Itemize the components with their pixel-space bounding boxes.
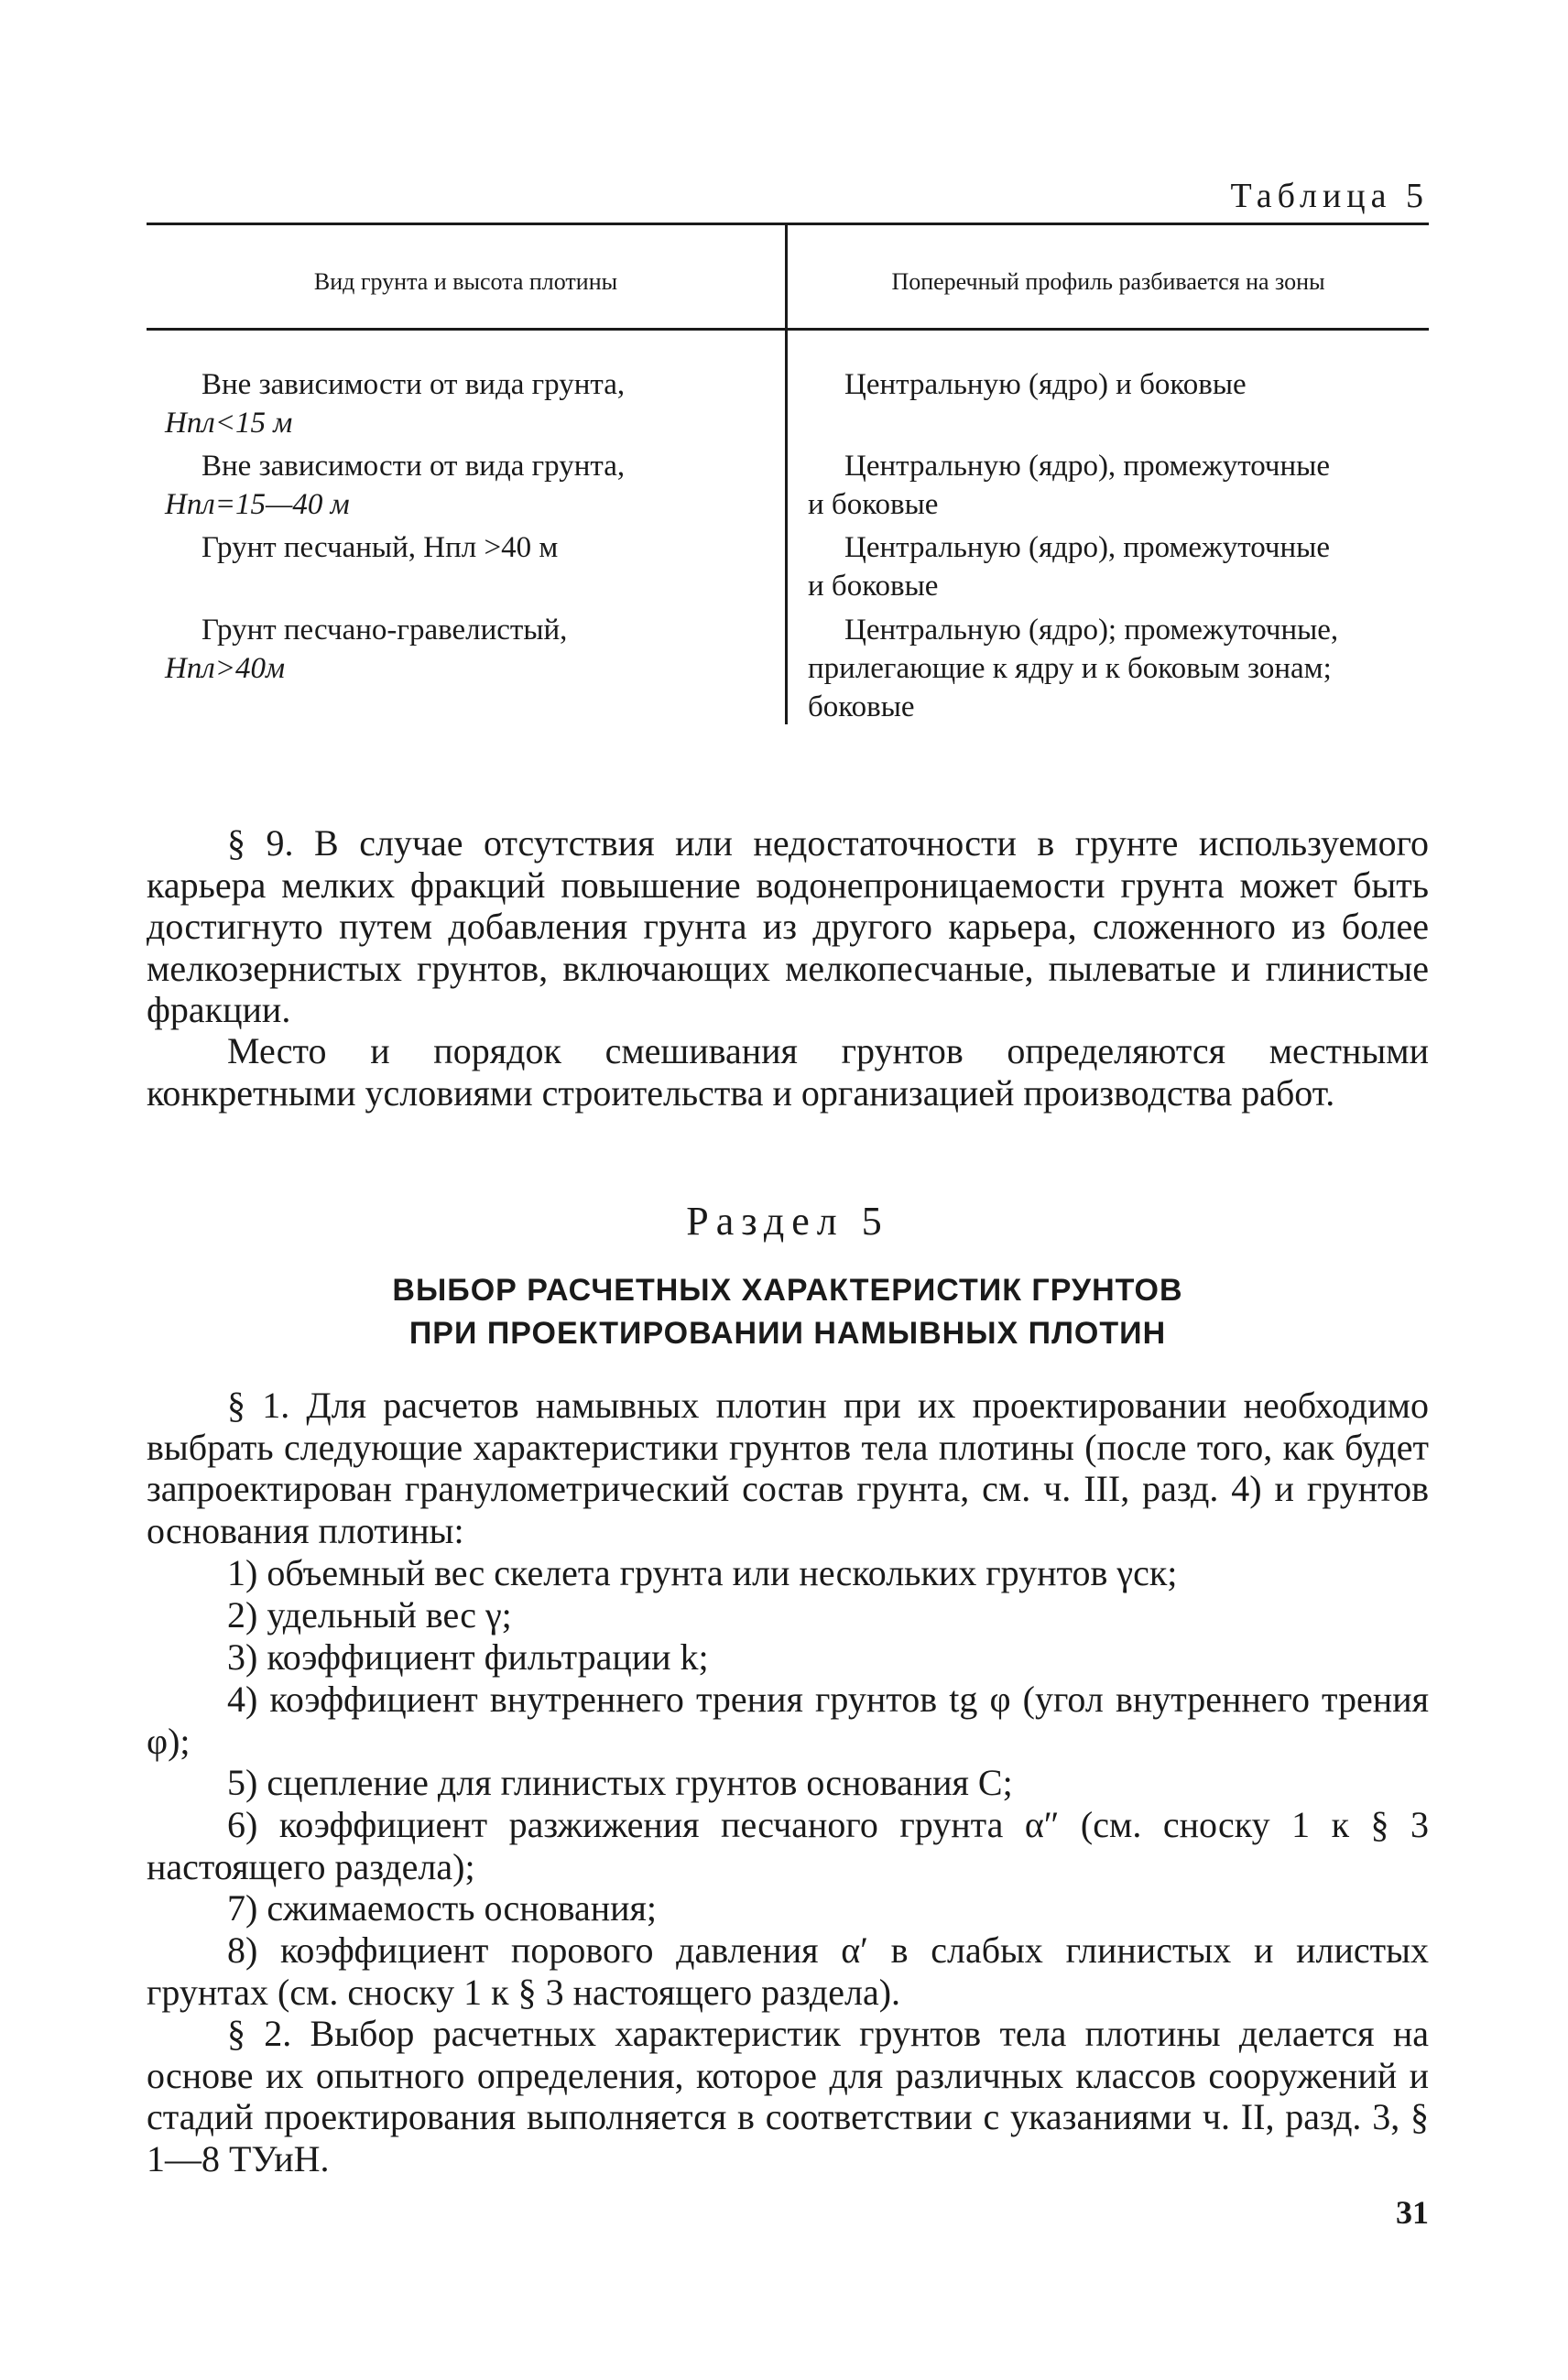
- table-row-2-profile-line-1: Центральную (ядро), промежуточные: [844, 450, 1330, 483]
- page-number: 31: [1396, 2194, 1429, 2231]
- paragraph-2: § 2. Выбор расчетных характеристик грунтов тела плотины делается на основе их опытного определения, которое для различных классов сооружений и стадий проектирования выполняется в соответствии с указаниями ч. II, разд. 3, § 1—8 ТУиН.: [147, 2013, 1429, 2179]
- table-row-2-soil-line-1: Вне зависимости от вида грунта,: [201, 450, 626, 483]
- table-top-rule: [147, 223, 1429, 225]
- table-row-3-profile-line-1: Центральную (ядро), промежуточные: [844, 531, 1330, 564]
- list-item-8: 8) коэффициент порового давления α′ в слабых глинистых и илистых грунтах (см. сноску 1 к § 3 настоящего раздела).: [147, 1929, 1429, 2013]
- table-row-3-profile: [808, 528, 1431, 605]
- table-row-3-soil-line-1: Грунт песчаный, Hпл >40 м: [201, 531, 559, 564]
- section-9-paragraph-2: Место и порядок смешивания грунтов определяются местными конкретными условиями строительства и организацией производства работ.: [147, 1030, 1429, 1114]
- table-row-4-profile: [808, 611, 1431, 726]
- list-item-2: 2) удельный вес γ;: [227, 1594, 512, 1636]
- section-heading-line-2: ПРИ ПРОЕКТИРОВАНИИ НАМЫВНЫХ ПЛОТИН: [408, 1316, 1167, 1351]
- table-row-4-profile-line-2: прилегающие к ядру и к боковым зонам;: [808, 652, 1332, 685]
- list-item-3: 3) коэффициент фильтрации k;: [227, 1636, 709, 1678]
- list-item-5: 5) сцепление для глинистых грунтов основания C;: [227, 1762, 1013, 1803]
- table-row-4-soil-line-1: Грунт песчано-гравелистый,: [201, 614, 568, 647]
- table-row-4-profile-line-1: Центральную (ядро); промежуточные,: [844, 614, 1339, 647]
- section-label: Раздел 5: [686, 1199, 889, 1244]
- paragraph-1-intro: § 1. Для расчетов намывных плотин при их проектировании необходимо выбрать следующие характеристики грунтов тела плотины (после того, как будет запроектирован гранулометрический состав грунта, см. ч. III, разд. 4) и грунтов основания плотины:: [147, 1385, 1429, 1551]
- table-row-1-soil-line-1: Вне зависимости от вида грунта,: [201, 368, 626, 401]
- table-row-1-soil: [165, 365, 769, 442]
- table-header-profile: Поперечный профиль разбивается на зоны: [891, 268, 1325, 295]
- list-item-7: 7) сжимаемость основания;: [227, 1887, 658, 1929]
- table-row-4-soil-line-2: Hпл>40м: [165, 652, 286, 685]
- table-row-2-soil: [165, 447, 769, 524]
- table-header-rule: [147, 328, 1429, 331]
- table-header-soil: Вид грунта и высота плотины: [313, 268, 618, 295]
- table-column-divider: [785, 225, 788, 724]
- list-item-1: 1) объемный вес скелета грунта или нескольких грунтов γск;: [227, 1552, 1178, 1593]
- table-row-2-soil-line-2: Hпл=15—40 м: [165, 488, 350, 521]
- section-heading-line-1: ВЫБОР РАСЧЕТНЫХ ХАРАКТЕРИСТИК ГРУНТОВ: [392, 1273, 1183, 1308]
- table-row-2-profile-line-2: и боковые: [808, 488, 939, 521]
- table-row-3-profile-line-2: и боковые: [808, 570, 939, 603]
- section-9-paragraph-1: § 9. В случае отсутствия или недостаточности в грунте используемого карьера мелких фракций повышение водонепроницаемости грунта может быть достигнуто путем добавления грунта из другого карьера, сложенного из более мелкозернистых грунтов, включающих мелкопесчаные, пылеватые и глинистые фракции.: [147, 822, 1429, 1030]
- list-item-4: 4) коэффициент внутреннего трения грунтов tg φ (угол внутреннего трения φ);: [147, 1679, 1429, 1762]
- table-row-3-soil: [165, 528, 769, 567]
- table-row-2-profile: [808, 447, 1431, 524]
- table-row-1-profile: [808, 365, 1431, 404]
- table-caption: Таблица 5: [1230, 177, 1429, 215]
- table-row-1-profile-line-1: Центральную (ядро) и боковые: [844, 368, 1247, 401]
- table-row-4-soil: [165, 611, 769, 688]
- table-row-4-profile-line-3: боковые: [808, 690, 915, 723]
- list-item-6: 6) коэффициент разжижения песчаного грунта α″ (см. сноску 1 к § 3 настоящего раздела);: [147, 1804, 1429, 1887]
- table-row-1-soil-line-2: Hпл<15 м: [165, 407, 293, 440]
